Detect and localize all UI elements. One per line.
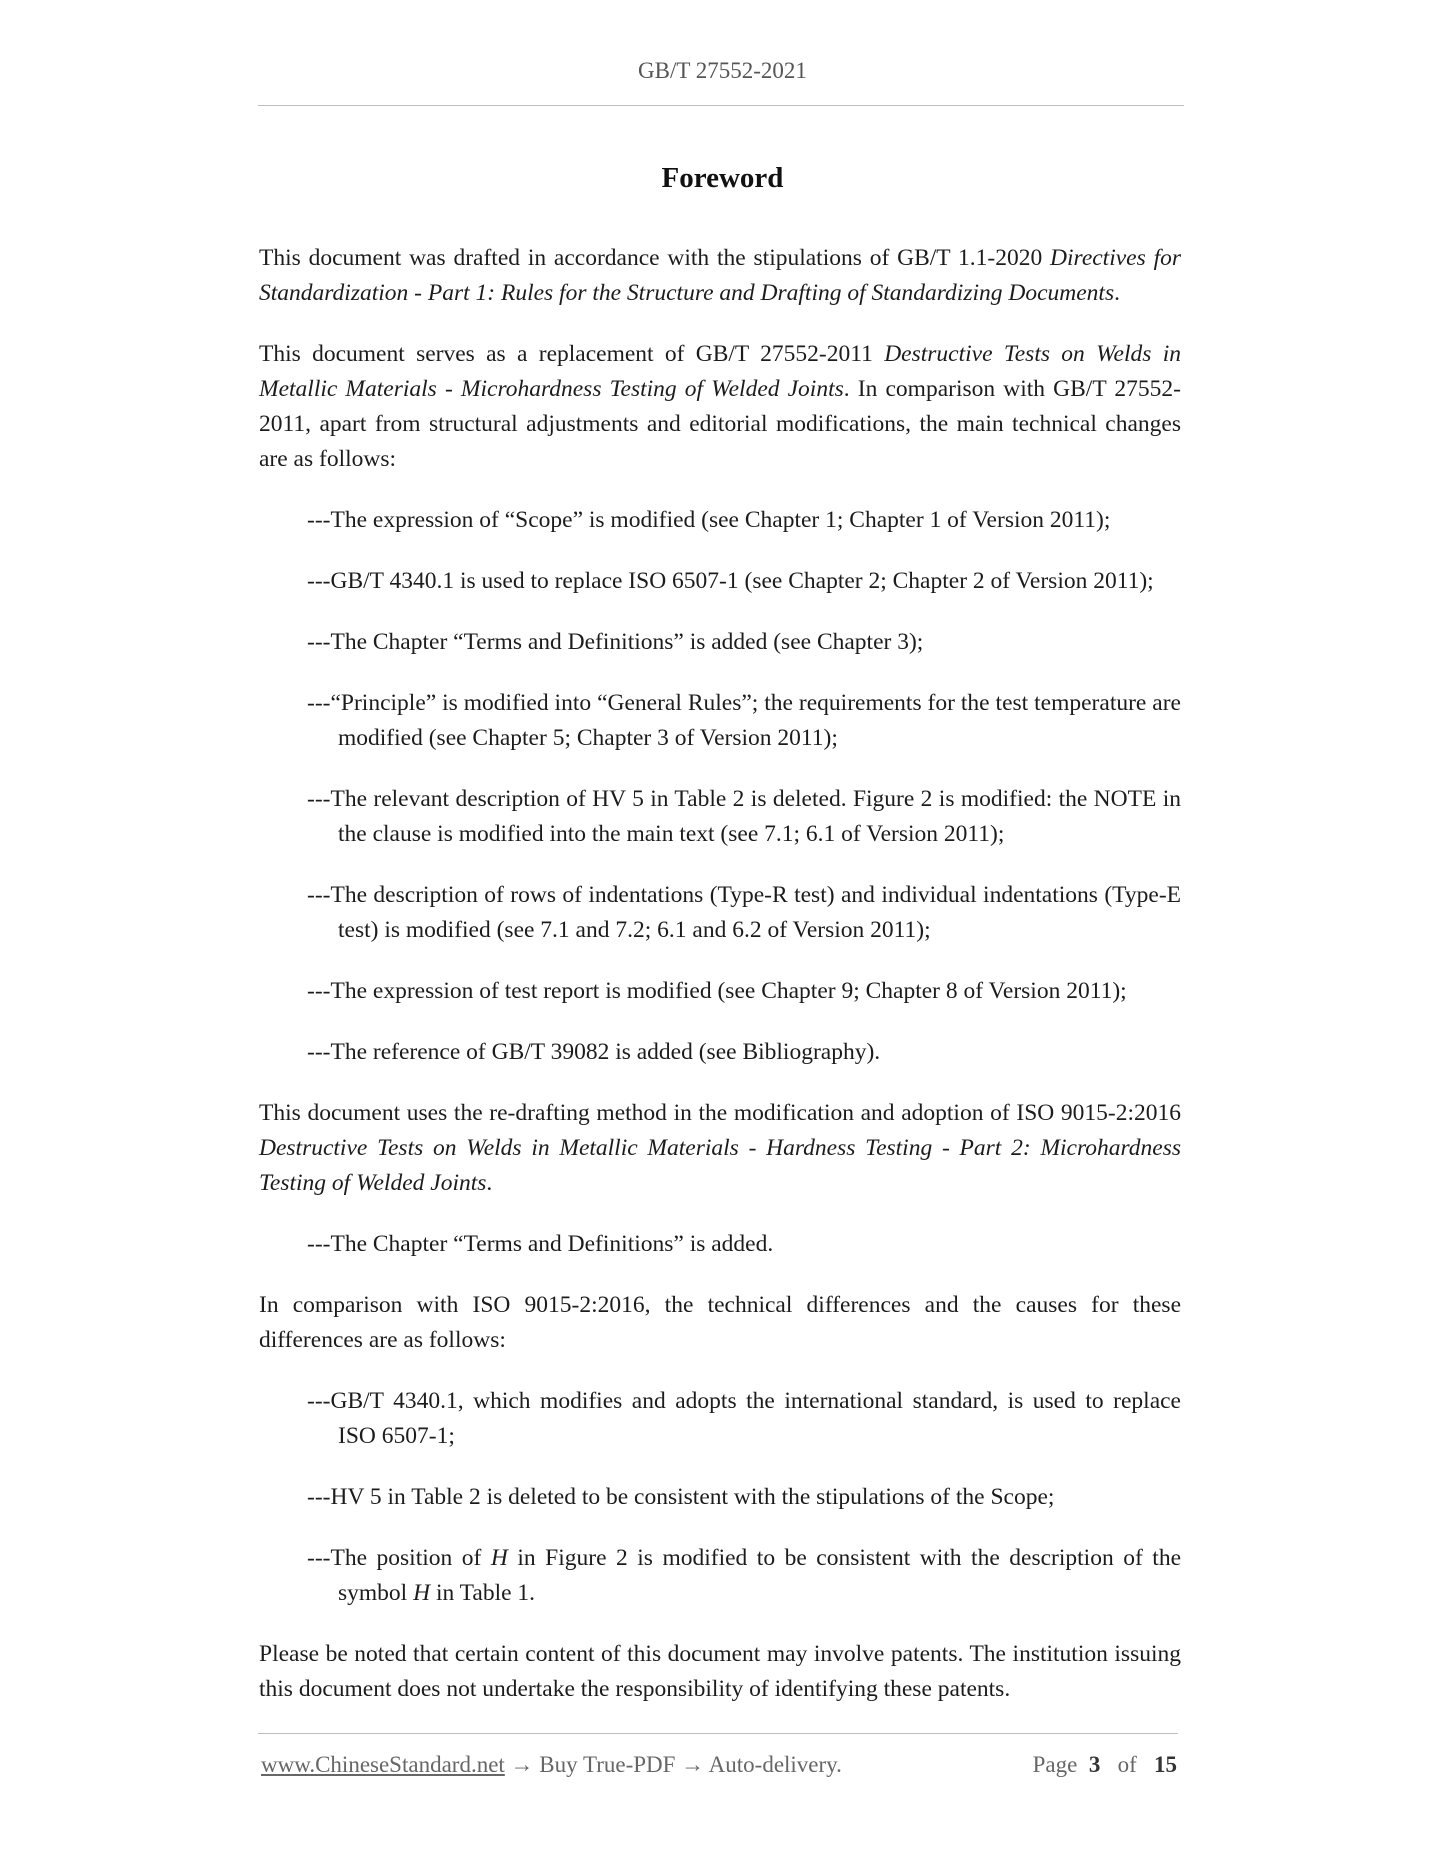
change-item: ---The reference of GB/T 39082 is added (see Bibliography). [307,1039,881,1065]
page-title: Foreword [661,162,784,194]
paragraph-patents: Please be noted that certain content of this document may involve patents. The institution issuing this document does not undertake the responsibility of identifying these patents. [259,1641,1181,1702]
difference-item: ---HV 5 in Table 2 is deleted to be consistent with the stipulations of the Scope; [307,1484,1055,1510]
page-number: Page 3 of 15 [1032,1752,1177,1777]
change-item: ---The Chapter “Terms and Definitions” is added (see Chapter 3); [307,629,924,655]
paragraph-drafting: This document was drafted in accordance with the stipulations of GB/T 1.1-2020 Directives for Standardization - Part 1: Rules for the Structure and Drafting of Standardizing Documents. [259,245,1181,306]
difference-item: ---GB/T 4340.1, which modifies and adopts the international standard, is used to replace ISO 6507-1; [307,1388,1181,1449]
change-item: ---The expression of test report is modified (see Chapter 9; Chapter 8 of Version 2011); [307,978,1127,1004]
change-item: ---GB/T 4340.1 is used to replace ISO 6507-1 (see Chapter 2; Chapter 2 of Version 2011); [307,568,1154,594]
change-item: ---The relevant description of HV 5 in Table 2 is deleted. Figure 2 is modified: the NOTE in the clause is modified into the main text (see 7.1; 6.1 of Version 2011); [307,786,1181,847]
structural-change-item: ---The Chapter “Terms and Definitions” is added. [307,1231,774,1257]
paragraph-replacement: This document serves as a replacement of GB/T 27552-2011 Destructive Tests on Welds in Metallic Materials - Microhardness Testing of Welded Joints. In comparison with GB/T 27552-2011, apart from structural adjustments and editorial modifications, the main technical changes are as follows: [259,341,1181,472]
current-page: 3 [1088,1752,1101,1777]
paragraph-adoption: This document uses the re-drafting method in the modification and adoption of ISO 9015-2:2016 Destructive Tests on Welds in Metallic Materials - Hardness Testing - Part 2: Microhardness Testing of Welded Joints. [259,1100,1181,1196]
paragraph-differences: In comparison with ISO 9015-2:2016, the technical differences and the causes for these differences are as follows: [259,1292,1181,1353]
footer-divider [258,1733,1178,1734]
change-item: ---The description of rows of indentations (Type-R test) and individual indentations (Type-E test) is modified (see 7.1 and 7.2; 6.1 and 6.2 of Version 2011); [307,882,1181,943]
foreword-body [259,241,1181,1733]
promo-text: → Buy True-PDF → Auto-delivery. [504,1752,842,1777]
difference-item: ---The position of H in Figure 2 is modified to be consistent with the description of the symbol H in Table 1. [307,1545,1181,1606]
header-divider [258,105,1184,106]
page-footer [261,1752,1177,1786]
total-pages: 15 [1154,1752,1177,1777]
page-header: GB/T 27552-2021 [638,58,807,83]
change-item: ---“Principle” is modified into “General Rules”; the requirements for the test temperature are modified (see Chapter 5; Chapter 3 of Version 2011); [307,690,1181,751]
website-link[interactable]: www.ChineseStandard.net [261,1752,505,1777]
footer-promo [261,1752,842,1778]
change-item: ---The expression of “Scope” is modified (see Chapter 1; Chapter 1 of Version 2011); [307,507,1111,533]
